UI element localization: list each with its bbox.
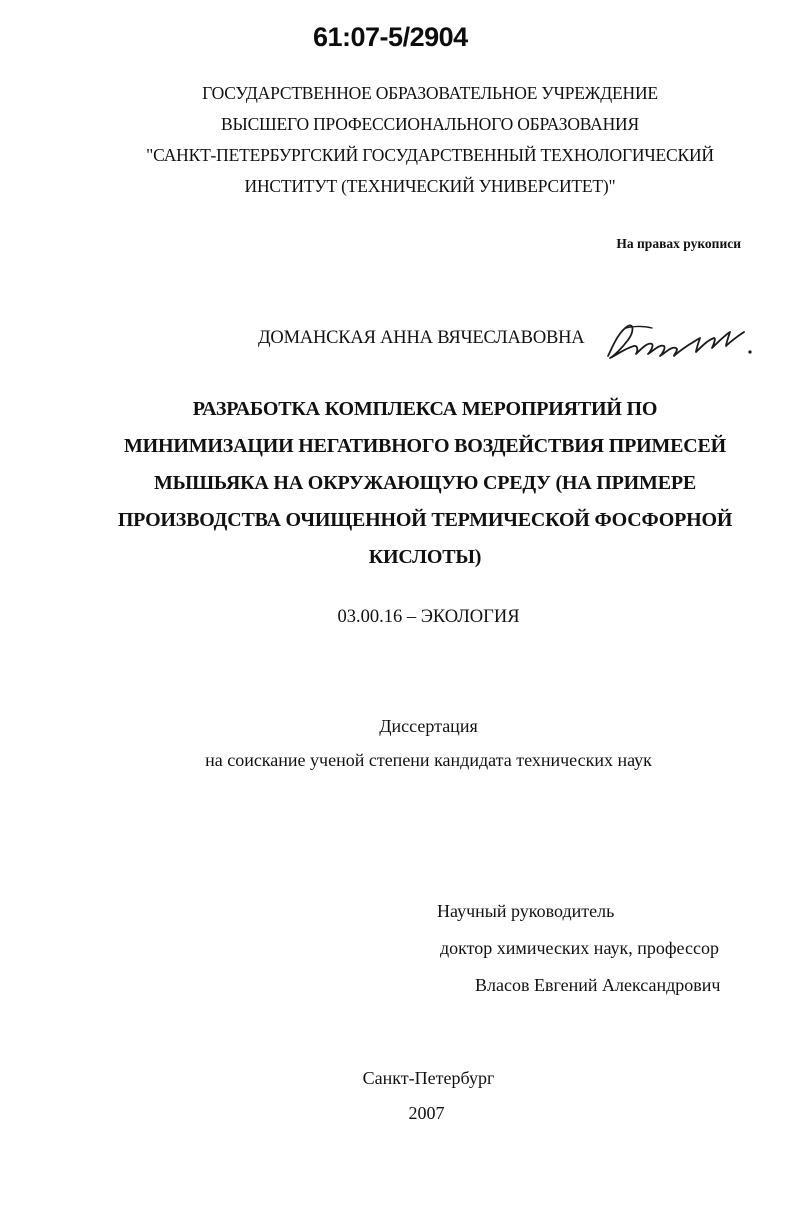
author-name: ДОМАНСКАЯ АННА ВЯЧЕСЛАВОВНА xyxy=(258,328,585,348)
institution-line: ВЫСШЕГО ПРОФЕССИОНАЛЬНОГО ОБРАЗОВАНИЯ xyxy=(221,114,639,134)
rights-note: На правах рукописи xyxy=(616,236,741,251)
title-line: МИНИМИЗАЦИИ НЕГАТИВНОГО ВОЗДЕЙСТВИЯ ПРИМЕСЕЙ xyxy=(123,435,726,457)
institution-line: "САНКТ-ПЕТЕРБУРГСКИЙ ГОСУДАРСТВЕННЫЙ ТЕХНОЛОГИЧЕСКИЙ xyxy=(146,145,714,165)
title-line: МЫШЬЯКА НА ОКРУЖАЮЩУЮ СРЕДУ (НА ПРИМЕРЕ xyxy=(153,472,697,494)
year: 2007 xyxy=(408,1103,445,1123)
supervisor-block xyxy=(437,893,720,1004)
handwritten-signature xyxy=(604,318,754,366)
dissertation-title xyxy=(100,391,750,576)
supervisor-name: Власов Евгений Александрович xyxy=(475,975,721,995)
institution-line: ГОСУДАРСТВЕННОЕ ОБРАЗОВАТЕЛЬНОЕ УЧРЕЖДЕНИЕ xyxy=(202,83,658,103)
degree-line: на соискание ученой степени кандидата технических наук xyxy=(205,750,652,770)
supervisor-rank: доктор химических наук, профессор xyxy=(440,938,719,958)
specialty-code: 03.00.16 – ЭКОЛОГИЯ xyxy=(337,607,520,627)
library-stamp-number: 61:07-5/2904 xyxy=(313,22,468,52)
title-line: РАЗРАБОТКА КОМПЛЕКСА МЕРОПРИЯТИЙ ПО xyxy=(192,398,658,420)
city: Санкт-Петербург xyxy=(362,1068,495,1088)
title-line: ПРОИЗВОДСТВА ОЧИЩЕННОЙ ТЕРМИЧЕСКОЙ ФОСФОРНОЙ xyxy=(117,509,733,531)
author-row xyxy=(258,318,758,368)
institution-block xyxy=(100,78,760,202)
document-type: Диссертация xyxy=(379,716,478,736)
institution-line: ИНСТИТУТ (ТЕХНИЧЕСКИЙ УНИВЕРСИТЕТ)" xyxy=(244,176,616,196)
title-line: КИСЛОТЫ) xyxy=(368,546,482,568)
supervisor-role: Научный руководитель xyxy=(437,901,615,921)
